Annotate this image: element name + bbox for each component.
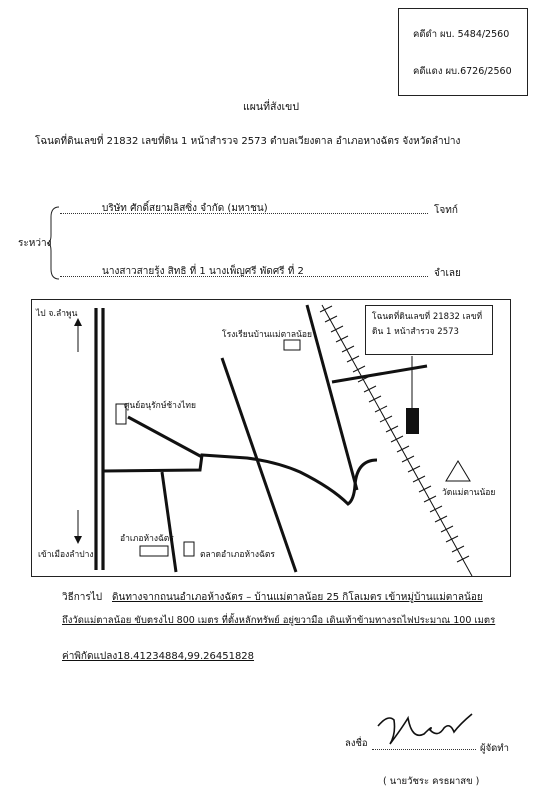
red-case-number: คดีแดง ผบ.6726/2560 (413, 66, 512, 77)
temple-label: วัดแม่ตานน้อย (442, 488, 496, 498)
district-office-building (140, 546, 168, 556)
directions-line-1: ดินทางจากถนนอำเภอห้างฉัตร – บ้านแม่ตาลน้อย 25 กิโลเมตร เข้าหมู่บ้านแม่ตาลน้อย (112, 592, 483, 603)
black-case-number: คดีดำ ผบ. 5484/2560 (413, 29, 510, 40)
school-label: โรงเรียนบ้านแม่ตาลน้อย (222, 330, 313, 340)
brace-icon (46, 205, 62, 281)
to-lampang-label: เข้าเมืองลำปาง (38, 550, 94, 560)
signer-name: ( นายวัชระ ครธผาสข ) (383, 776, 480, 787)
road-east (307, 305, 357, 490)
plaintiff-role: โจทก์ (434, 205, 458, 216)
signature-scribble-icon (372, 704, 478, 750)
temple-triangle-icon (446, 461, 470, 481)
defendant-role: จำเลย (434, 268, 461, 279)
school-building (284, 340, 300, 350)
market-building (184, 542, 194, 556)
south-arrow-head (74, 536, 82, 544)
coordinates: ค่าพิกัดแปลง18.41234884,99.26451828 (62, 651, 255, 662)
property-marker (406, 408, 419, 434)
market-label: ตลาดอำเภอห้างฉัตร (200, 550, 275, 560)
maker-label: ผู้จัดทำ (480, 743, 509, 754)
deed-description: โฉนดที่ดินเลขที่ 21832 เลขที่ดิน 1 หน้าสำรวจ 2573 ตำบลเวียงตาล อำเภอหางฉัตร จังหวัดลำปาง (35, 136, 461, 147)
sign-label: ลงชื่อ (345, 738, 368, 749)
defendant-names: นางสาวสายรุ้ง สิทธิ ที่ 1 นางเพ็ญศรี พัดศรี ที่ 2 (102, 266, 304, 277)
deed-info-box: โฉนดที่ดินเลขที่ 21832 เลขที่ ดิน 1 หน้าสำรวจ 2573 (365, 305, 493, 355)
case-number-box (398, 8, 528, 96)
village-road (103, 455, 377, 504)
page-title: แผนที่สังเขป (243, 101, 299, 113)
elephant-center-label: ศูนย์อนุรักษ์ช้างไทย (124, 401, 196, 411)
directions-label: วิธีการไป (62, 592, 103, 603)
directions-line-2: ถึงวัดแม่ตาลน้อย ขับตรงไป 800 เมตร ที่ตั้งหลักทรัพย์ อยู่ขวามือ เดินเท้าข้ามทางรถไฟประมาณ 100 เมตร (62, 615, 496, 626)
road-elephant (128, 417, 202, 457)
district-office-label: อำเภอห้างฉัตร (120, 534, 174, 544)
road-district (162, 472, 176, 572)
road-property (332, 366, 427, 382)
to-lamphun-label: ไป จ.ลำพูน (36, 309, 78, 319)
plaintiff-name: บริษัท ศักดิ์สยามลิสซิ่ง จำกัด (มหาชน) (102, 203, 268, 214)
sketch-map (31, 299, 511, 577)
signature-line (372, 749, 476, 750)
between-label: ระหว่าง (18, 238, 52, 249)
